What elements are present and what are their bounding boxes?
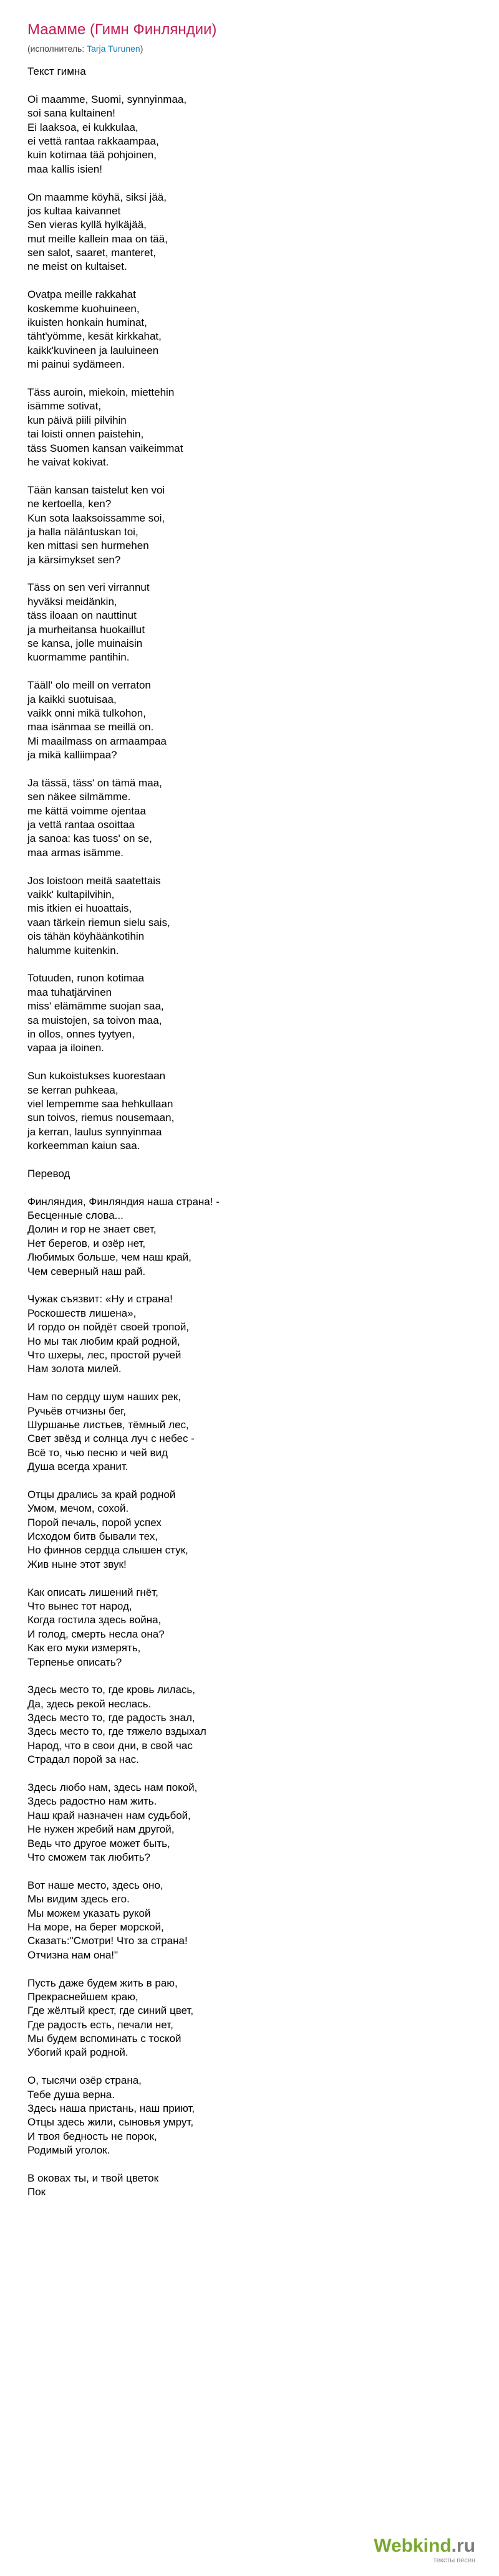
lyric-line: se kerran puhkeaa, bbox=[27, 1084, 119, 1096]
lyric-line: Любимых больше, чем наш край, bbox=[27, 1251, 191, 1264]
lyric-line: vaikk' kultapilvihin, bbox=[27, 889, 115, 901]
stanza-gap bbox=[27, 372, 464, 386]
lyric-line: Отчизна нам она!" bbox=[27, 1949, 119, 1961]
site-logo[interactable] bbox=[374, 2535, 475, 2564]
lyric-line: На море, на берег морской, bbox=[27, 1920, 164, 1933]
stanza-gap bbox=[27, 958, 464, 971]
lyric-line: Что шхеры, лес, простой ручей bbox=[27, 1348, 182, 1361]
lyric-line: sa muistojen, sa toivon maa, bbox=[27, 1014, 162, 1026]
stanza-gap bbox=[27, 2158, 464, 2172]
lyric-line: Что сможем так любить? bbox=[27, 1851, 151, 1863]
lyric-line: Отцы здесь жили, сыновья умрут, bbox=[27, 2116, 194, 2129]
lyric-line: Как его муки измерять, bbox=[27, 1642, 141, 1654]
lyric-line: Прекраснейшем краю, bbox=[27, 1990, 138, 2003]
lyric-line: Sen vieras kyllä hylkäjää, bbox=[27, 219, 147, 231]
lyric-line: Kun sota laaksoissamme soi, bbox=[27, 512, 165, 524]
lyric-line: Терпенье описать? bbox=[27, 1656, 122, 1668]
lyric-line: Роскошеств лишена», bbox=[27, 1307, 137, 1319]
lyric-line: Страдал порой за нас. bbox=[27, 1753, 139, 1766]
lyric-line: miss' elämämme suojan saa, bbox=[27, 1000, 164, 1013]
lyric-line: Ei laaksoa, ei kukkulaa, bbox=[27, 121, 138, 133]
lyric-line: maa armas isämme. bbox=[27, 846, 124, 859]
stanza-gap bbox=[27, 1056, 464, 1069]
lyric-line: Ovatpa meille rakkahat bbox=[27, 289, 136, 301]
lyric-line: kaikk'kuvineen ja lauluineen bbox=[27, 344, 159, 356]
lyric-line: И твоя бедность не порок, bbox=[27, 2130, 157, 2142]
lyric-line: ken mittasi sen hurmehen bbox=[27, 540, 149, 552]
stanza-gap bbox=[27, 469, 464, 483]
lyric-line: И голод, смерть несла она? bbox=[27, 1628, 165, 1640]
logo-brand-tld: .ru bbox=[451, 2535, 475, 2556]
lyric-line: sen näkee silmämme. bbox=[27, 791, 131, 803]
lyric-line: ja kaikki suotuisaa, bbox=[27, 693, 117, 705]
lyric-line: Tääll' olo meill on verraton bbox=[27, 679, 151, 692]
lyric-line: Но мы так любим край родной, bbox=[27, 1335, 180, 1347]
page-title: Маамме (Гимн Финляндии) bbox=[27, 21, 217, 38]
lyric-line: Здесь место то, где тяжело вздыхал bbox=[27, 1725, 206, 1738]
stanza-gap bbox=[27, 567, 464, 581]
lyric-line: mut meille kallein maa on tää, bbox=[27, 232, 168, 245]
stanza-gap bbox=[27, 1181, 464, 1195]
lyric-line: Убогий край родной. bbox=[27, 2046, 128, 2059]
lyric-line: Mi maailmass on armaampaa bbox=[27, 735, 167, 747]
lyric-line: sen salot, saaret, manteret, bbox=[27, 247, 156, 259]
lyric-line: Oi maamme, Suomi, synnyinmaa, bbox=[27, 93, 187, 105]
lyric-line: Нам золота милей. bbox=[27, 1363, 122, 1375]
lyric-line: И гордо он пойдёт своей тропой, bbox=[27, 1321, 190, 1333]
lyric-line: ne kertoella, ken? bbox=[27, 498, 112, 510]
lyric-line: Здесь любо нам, здесь нам покой, bbox=[27, 1782, 198, 1794]
stanza-gap bbox=[27, 79, 464, 92]
lyric-line: Тебе душа верна. bbox=[27, 2088, 115, 2101]
stanza-gap bbox=[27, 860, 464, 874]
stanza-gap bbox=[27, 274, 464, 288]
stanza-gap bbox=[27, 1767, 464, 1781]
lyric-line: В оковах ты, и твой цветок bbox=[27, 2172, 159, 2184]
lyric-line: se kansa, jolle muinaisin bbox=[27, 637, 143, 650]
lyric-line: Умом, мечом, сохой. bbox=[27, 1502, 129, 1515]
lyric-line: ja halla nälántuskan toi, bbox=[27, 525, 138, 538]
lyric-line: On maamme köyhä, siksi jää, bbox=[27, 191, 167, 203]
lyric-line: vaikk onni mikä tulkohon, bbox=[27, 707, 146, 719]
lyric-line: Здесь место то, где радость знал, bbox=[27, 1712, 195, 1724]
lyric-line: maa kallis isien! bbox=[27, 163, 102, 175]
lyric-line: Перевод bbox=[27, 1167, 70, 1180]
stanza-gap bbox=[27, 1474, 464, 1487]
lyric-line: Всё то, чью песню и чей вид bbox=[27, 1446, 168, 1459]
lyric-line: Чужак съязвит: «Ну и страна! bbox=[27, 1293, 173, 1305]
lyric-line: täss Suomen kansan vaikeimmat bbox=[27, 442, 183, 454]
lyric-line: hyväksi meidänkin, bbox=[27, 595, 117, 608]
lyric-line: Но финнов сердца слышен стук, bbox=[27, 1544, 188, 1557]
lyric-line: Ja tässä, täss' on tämä maa, bbox=[27, 776, 162, 789]
lyric-line: ja vettä rantaa osoittaa bbox=[27, 819, 135, 831]
lyric-line: ja sanoa: kas tuoss' on se, bbox=[27, 832, 152, 845]
lyric-line: ja mikä kalliimpaa? bbox=[27, 749, 117, 761]
lyric-line: Ручьёв отчизны бег, bbox=[27, 1405, 126, 1417]
logo-brand-main: Webkind bbox=[374, 2535, 452, 2556]
lyric-line: Tään kansan taistelut ken voi bbox=[27, 484, 165, 496]
lyric-line: Чем северный наш рай. bbox=[27, 1265, 146, 1277]
lyric-line: mis itkien ei huoattais, bbox=[27, 902, 132, 915]
stanza-gap bbox=[27, 1279, 464, 1292]
lyric-line: Здесь место то, где кровь лилась, bbox=[27, 1684, 195, 1696]
lyric-line: Финляндия, Финляндия наша страна! - bbox=[27, 1195, 220, 1208]
lyric-line: kun päivä piili pilvihin bbox=[27, 414, 127, 426]
lyric-line: he vaivat kokivat. bbox=[27, 456, 109, 468]
lyric-line: jos kultaa kaivannet bbox=[27, 204, 121, 217]
lyric-line: Свет звёзд и солнца луч с небес - bbox=[27, 1433, 195, 1445]
logo-wordmark bbox=[374, 2535, 475, 2557]
lyric-line: Текст гимна bbox=[27, 65, 86, 77]
lyric-line: О, тысячи озёр страна, bbox=[27, 2074, 142, 2087]
lyric-line: Родимый уголок. bbox=[27, 2144, 110, 2157]
lyric-line: Душа всегда хранит. bbox=[27, 1461, 128, 1473]
performer-line bbox=[27, 44, 143, 54]
logo-tagline: тексты песен bbox=[433, 2557, 475, 2564]
stanza-gap bbox=[27, 1572, 464, 1585]
lyric-line: Да, здесь рекой неслась. bbox=[27, 1697, 152, 1710]
lyric-line: koskemme kuohuineen, bbox=[27, 302, 140, 315]
lyric-line: Наш край назначен нам судьбой, bbox=[27, 1809, 191, 1821]
lyric-line: Как описать лишений гнёт, bbox=[27, 1586, 158, 1598]
lyric-line: Отцы дрались за край родной bbox=[27, 1488, 176, 1500]
lyric-line: Жив ныне этот звук! bbox=[27, 1558, 127, 1570]
lyric-line: vaan tärkein riemun sielu sais, bbox=[27, 916, 170, 928]
performer-suffix: ) bbox=[140, 44, 143, 54]
lyric-line: Что вынес тот народ, bbox=[27, 1600, 132, 1612]
lyric-line: Пок bbox=[27, 2186, 46, 2198]
lyric-line: Мы можем указать рукой bbox=[27, 1907, 151, 1919]
lyric-line: ja kerran, laulus synnyinmaa bbox=[27, 1125, 162, 1138]
lyric-line: ei vettä rantaa rakkaampaa, bbox=[27, 135, 159, 147]
stanza-gap bbox=[27, 1669, 464, 1683]
lyric-line: me kättä voimme ojentaa bbox=[27, 804, 146, 817]
lyric-line: Народ, что в свои дни, в свой час bbox=[27, 1739, 193, 1752]
lyric-line: Вот наше место, здесь оно, bbox=[27, 1879, 163, 1891]
stanza-gap bbox=[27, 665, 464, 679]
lyric-line: korkeemman kaiun saa. bbox=[27, 1140, 140, 1152]
lyric-line: soi sana kultainen! bbox=[27, 107, 115, 120]
lyric-line: mi painui sydämeen. bbox=[27, 358, 125, 371]
lyric-line: Totuuden, runon kotimaa bbox=[27, 972, 145, 985]
stanza-gap bbox=[27, 1376, 464, 1390]
lyric-line: Sun kukoistukses kuorestaan bbox=[27, 1070, 166, 1082]
lyric-line: Мы будем вспоминать с тоской bbox=[27, 2033, 182, 2045]
lyric-line: kuormamme pantihin. bbox=[27, 651, 130, 664]
lyric-line: Мы видим здесь его. bbox=[27, 1893, 130, 1906]
lyric-line: tai loisti onnen paistehin, bbox=[27, 428, 144, 441]
lyric-line: in ollos, onnes tyytyen, bbox=[27, 1028, 135, 1040]
lyric-line: vapaa ja iloinen. bbox=[27, 1042, 104, 1054]
lyric-line: täht'yömme, kesät kirkkahat, bbox=[27, 330, 162, 343]
lyric-line: sun toivos, riemus nousemaan, bbox=[27, 1112, 175, 1124]
stanza-gap bbox=[27, 1153, 464, 1166]
lyric-line: ja kärsimykset sen? bbox=[27, 553, 121, 566]
stanza-gap bbox=[27, 1962, 464, 1976]
lyric-line: ikuisten honkain huminat, bbox=[27, 317, 147, 329]
lyric-line: täss iloaan on nauttinut bbox=[27, 609, 137, 622]
lyric-line: viel lempemme saa hehkullaan bbox=[27, 1097, 173, 1110]
lyric-line: maa tuhatjärvinen bbox=[27, 986, 112, 998]
stanza-gap bbox=[27, 763, 464, 776]
lyric-line: Долин и гор не знает свет, bbox=[27, 1223, 157, 1236]
lyric-line: Ведь что другое может быть, bbox=[27, 1837, 170, 1849]
stanza-gap bbox=[27, 176, 464, 190]
lyric-line: Бесценные слова... bbox=[27, 1209, 124, 1222]
lyric-line: Исходом битв бывали тех, bbox=[27, 1530, 158, 1543]
lyric-line: Где жёлтый крест, где синий цвет, bbox=[27, 2005, 194, 2017]
lyric-line: Täss auroin, miekoin, miettehin bbox=[27, 386, 175, 398]
lyric-line: Сказать:"Смотри! Что за страна! bbox=[27, 1935, 188, 1947]
lyric-line: Не нужен жребий нам другой, bbox=[27, 1823, 175, 1836]
lyric-line: Здесь наша пристань, наш приют, bbox=[27, 2102, 195, 2115]
lyric-line: Шуршанье листьев, тёмный лес, bbox=[27, 1418, 189, 1431]
performer-link[interactable]: Tarja Turunen bbox=[87, 44, 140, 54]
lyric-line: isämme sotivat, bbox=[27, 400, 102, 413]
lyric-line: Täss on sen veri virrannut bbox=[27, 581, 150, 594]
lyric-line: Здесь радостно нам жить. bbox=[27, 1795, 157, 1808]
performer-prefix: (исполнитель: bbox=[27, 44, 87, 54]
lyric-line: Пусть даже будем жить в раю, bbox=[27, 1977, 178, 1989]
lyric-line: ois tähän köyhäänkotihin bbox=[27, 930, 145, 943]
lyric-line: Нам по сердцу шум наших рек, bbox=[27, 1391, 182, 1403]
lyric-line: Порой печаль, порой успех bbox=[27, 1516, 162, 1529]
lyric-line: Где радость есть, печали нет, bbox=[27, 2018, 173, 2031]
lyric-line: Нет берегов, и озёр нет, bbox=[27, 1237, 146, 1249]
lyrics-text bbox=[27, 65, 464, 2200]
stanza-gap bbox=[27, 1864, 464, 1878]
lyric-line: ne meist on kultaiset. bbox=[27, 260, 127, 273]
lyric-line: kuin kotimaa tää pohjoinen, bbox=[27, 149, 157, 161]
lyric-line: ja murheitansa huokaillut bbox=[27, 623, 145, 636]
stanza-gap bbox=[27, 2060, 464, 2074]
lyric-line: Когда гостила здесь война, bbox=[27, 1614, 162, 1626]
lyric-line: halumme kuitenkin. bbox=[27, 944, 119, 956]
lyric-line: maa isänmaa se meillä on. bbox=[27, 721, 154, 733]
lyric-line: Jos loistoon meitä saatettais bbox=[27, 874, 161, 887]
